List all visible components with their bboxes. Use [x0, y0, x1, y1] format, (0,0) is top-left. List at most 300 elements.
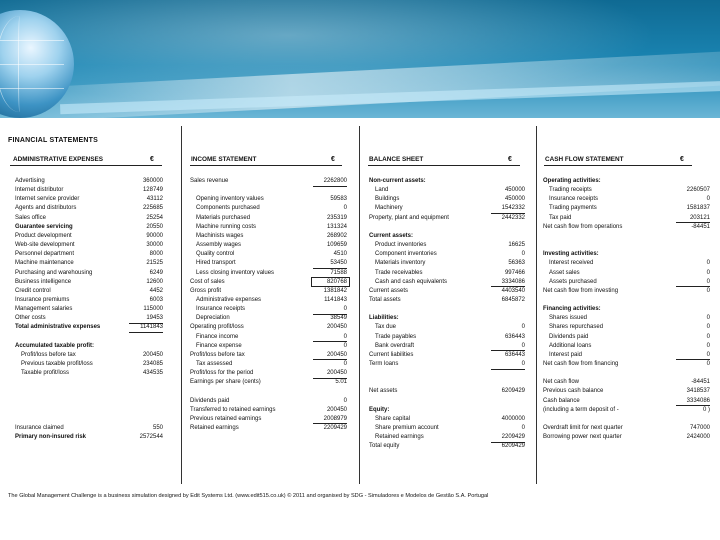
row-label: (including a term deposit of - [543, 406, 619, 413]
row-label: Accumulated taxable profit: [15, 342, 95, 349]
statement-row [369, 241, 525, 249]
row-label: Share premium account [375, 425, 439, 432]
statement-row [543, 323, 710, 331]
page-title: FINANCIAL STATEMENTS [8, 137, 98, 144]
row-label: Interest paid [549, 351, 583, 358]
row-label: Overdraft limit for next quarter [543, 425, 623, 432]
row-value: 360000 [142, 178, 163, 184]
statement-row [15, 259, 163, 267]
statement-row [369, 442, 525, 450]
row-value: 59583 [330, 196, 347, 203]
statement-row [543, 232, 710, 240]
statement-row [543, 177, 710, 185]
admin-euro: € [150, 156, 154, 163]
row-label: Previous taxable profit/loss [21, 361, 93, 367]
statement-row [15, 433, 163, 441]
row-label: Quality control [196, 251, 235, 258]
statement-row [15, 360, 163, 368]
statement-row [543, 360, 710, 368]
row-label: Machinery [375, 205, 403, 212]
statement-row [190, 415, 347, 423]
row-value: 0 [343, 306, 347, 313]
statement-row [15, 305, 163, 313]
row-label: Internet service provider [15, 196, 80, 203]
row-value: 43112 [146, 196, 163, 203]
row-label: Interest received [549, 260, 594, 267]
statement-row [15, 424, 163, 432]
row-value: 3418537 [686, 388, 710, 395]
statement-row [15, 232, 163, 240]
row-value: 16625 [508, 242, 525, 249]
statement-row [369, 433, 525, 441]
row-label: Materials inventory [375, 260, 426, 267]
row-label: Gross profit [190, 287, 222, 294]
row-value: 6209429 [501, 443, 525, 450]
statement-row [15, 342, 163, 350]
statement-row [15, 314, 163, 322]
row-value: 0 [521, 425, 525, 432]
statement-row [543, 287, 710, 295]
row-value: 434535 [142, 370, 163, 377]
row-value: 0 [706, 324, 710, 331]
row-value: 0 ) [702, 406, 710, 413]
statement-row [369, 333, 525, 341]
statement-row [369, 424, 525, 432]
row-value: 128749 [142, 187, 163, 194]
row-label: Tax paid [549, 214, 572, 221]
boxed-total [311, 277, 350, 287]
statement-row [190, 342, 347, 350]
row-value: 0 [706, 260, 710, 267]
statement-row [15, 269, 163, 277]
row-label: Guarantee servicing [15, 223, 73, 230]
statement-row [543, 223, 710, 231]
row-value: 0 [343, 361, 347, 367]
row-value: 0 [521, 251, 525, 258]
statement-row [190, 296, 347, 304]
row-value: 19453 [146, 315, 163, 322]
statement-row [15, 351, 163, 359]
statement-row [15, 296, 163, 304]
row-label: Net cash flow from operations [543, 223, 623, 230]
row-label: Transferred to retained earnings [190, 406, 276, 413]
statement-row [190, 360, 347, 368]
row-value: 21525 [146, 260, 163, 267]
row-label: Operating profit/loss [190, 324, 244, 331]
row-label: Total equity [369, 443, 400, 450]
statement-row [190, 195, 347, 203]
row-value: 0 [706, 278, 710, 285]
row-value: 200450 [326, 351, 347, 358]
statement-row [190, 214, 347, 222]
statement-row [15, 287, 163, 295]
statement-row [543, 269, 710, 277]
row-value: 109659 [326, 242, 347, 249]
balance-header: BALANCE SHEET [369, 156, 424, 163]
row-value: 636443 [504, 351, 525, 358]
statement-row [369, 223, 525, 231]
statement-row [543, 204, 710, 212]
row-value: 820768 [326, 278, 347, 285]
statement-row [369, 278, 525, 286]
statement-row [543, 415, 710, 423]
statement-row [369, 296, 525, 304]
statement-row [190, 186, 347, 194]
row-value: 6845872 [501, 296, 525, 303]
row-label: Component inventories [375, 251, 437, 258]
row-value: 225685 [142, 205, 163, 212]
statement-row [15, 397, 163, 405]
cash-header-rule [544, 165, 692, 166]
row-value: 1381842 [323, 287, 347, 294]
statement-row [369, 195, 525, 203]
row-label: Other costs [15, 315, 46, 322]
row-value: 200450 [326, 370, 347, 377]
row-value: 38549 [330, 315, 347, 322]
row-label: Shares issued [549, 315, 588, 322]
row-value: 450000 [504, 187, 525, 194]
row-value: 550 [152, 425, 163, 432]
statement-row [190, 397, 347, 405]
column-divider [359, 126, 360, 484]
row-value: 0 [706, 315, 710, 322]
row-value: 4000000 [501, 415, 525, 422]
row-value: 2209429 [323, 425, 347, 432]
row-label: Internet distributor [15, 187, 64, 194]
statement-row [190, 250, 347, 258]
row-label: Machinists wages [196, 232, 244, 239]
statement-row [369, 415, 525, 423]
statement-row [15, 369, 163, 377]
row-label: Net cash flow from investing [543, 287, 619, 294]
statement-row [190, 232, 347, 240]
statement-row [369, 287, 525, 295]
statement-row [369, 250, 525, 258]
row-value: 200450 [326, 324, 347, 331]
row-label: Profit/loss before tax [190, 351, 245, 358]
statement-row [190, 333, 347, 341]
statement-row [543, 342, 710, 350]
row-label: Sales office [15, 214, 46, 221]
statement-row [543, 241, 710, 249]
statement-row [543, 314, 710, 322]
statement-row [15, 406, 163, 414]
statement-row [543, 214, 710, 222]
row-value: 3334086 [686, 397, 710, 404]
statement-row [543, 397, 710, 405]
row-value: 450000 [504, 196, 525, 203]
statement-row [369, 369, 525, 377]
row-value: 5.01 [335, 379, 347, 386]
row-label: Term loans [369, 361, 399, 367]
row-label: Administrative expenses [196, 296, 262, 303]
row-label: Dividends paid [190, 397, 230, 404]
row-value: 56363 [508, 260, 525, 267]
statement-row [15, 223, 163, 231]
statement-row [369, 177, 525, 185]
row-label: Additional loans [549, 342, 592, 349]
row-value: 1141843 [324, 296, 347, 303]
statement-row [543, 433, 710, 441]
row-label: Net cash flow from financing [543, 361, 619, 367]
statement-row [369, 186, 525, 194]
row-value: 268902 [326, 232, 347, 239]
row-label: Insurance premiums [15, 296, 70, 303]
row-value: 2260507 [686, 187, 710, 194]
row-label: Current assets [369, 287, 409, 294]
row-label: Shares repurchased [549, 324, 604, 331]
statement-row [190, 223, 347, 231]
statement-row [190, 369, 347, 377]
cash-header: CASH FLOW STATEMENT [545, 156, 624, 163]
row-value: 0 [706, 351, 710, 358]
row-value: 2572544 [139, 434, 163, 441]
statement-row [369, 406, 525, 414]
row-label: Finance expense [196, 342, 242, 349]
statement-row [190, 424, 347, 432]
statement-row [190, 323, 347, 331]
row-label: Dividends paid [549, 333, 589, 340]
row-value: 2262800 [323, 178, 347, 184]
statement-row [543, 351, 710, 359]
row-value: 20550 [146, 223, 163, 230]
row-label: Components purchased [196, 205, 260, 212]
row-label: Total administrative expenses [15, 324, 101, 331]
row-value: 6249 [149, 269, 163, 276]
row-label: Taxable profit/loss [21, 370, 70, 377]
row-value: 2442332 [501, 214, 525, 221]
row-value: 235319 [326, 214, 347, 221]
row-value: 0 [521, 324, 525, 331]
row-label: Depreciation [196, 315, 230, 322]
statement-row [190, 406, 347, 414]
row-value: -84451 [691, 223, 710, 230]
statement-row [190, 305, 347, 313]
row-label: Product development [15, 232, 72, 239]
row-label: Business intelligence [15, 278, 72, 285]
row-label: Share capital [375, 415, 411, 422]
row-label: Previous cash balance [543, 388, 604, 395]
statement-row [543, 250, 710, 258]
row-label: Previous retained earnings [190, 415, 262, 422]
row-label: Current liabilities [369, 351, 414, 358]
statement-row [190, 177, 347, 185]
statement-row [15, 323, 163, 331]
row-value: 0 [706, 333, 710, 340]
row-label: Assets purchased [549, 278, 597, 285]
statement-row [15, 278, 163, 286]
row-label: Sales revenue [190, 178, 229, 184]
row-value: 4510 [333, 251, 347, 258]
row-label: Agents and distributors [15, 205, 77, 212]
balance-euro: € [508, 156, 512, 163]
statement-row [15, 177, 163, 185]
row-label: Cash balance [543, 397, 580, 404]
row-value: 997466 [504, 269, 525, 276]
row-label: Insurance receipts [196, 306, 246, 313]
row-label: Property, plant and equipment [369, 214, 449, 221]
row-value: 0 [343, 333, 347, 340]
row-label: Materials purchased [196, 214, 251, 221]
statement-row [190, 269, 347, 277]
row-label: Primary non-insured risk [15, 434, 87, 441]
row-label: Finance income [196, 333, 239, 340]
row-label: Profit/loss before tax [21, 351, 76, 358]
row-label: Buildings [375, 196, 400, 203]
row-value: 234085 [142, 361, 163, 367]
row-value: 30000 [146, 242, 163, 249]
income-euro: € [331, 156, 335, 163]
column-divider [536, 126, 537, 484]
statement-row [190, 314, 347, 322]
statement-row [15, 250, 163, 258]
statement-row [543, 305, 710, 313]
statement-row [15, 333, 163, 341]
row-label: Cost of sales [190, 278, 225, 285]
row-label: Net cash flow [543, 379, 580, 386]
row-label: Retained earnings [190, 425, 239, 432]
statement-row [369, 232, 525, 240]
row-value: 636443 [504, 333, 525, 340]
statement-row [543, 406, 710, 414]
row-value: 200450 [326, 406, 347, 413]
row-value: 6209429 [501, 388, 525, 395]
statement-row [369, 351, 525, 359]
row-label: Operating activities: [543, 178, 601, 184]
row-label: Less closing inventory values [196, 269, 275, 276]
row-value: 0 [706, 361, 710, 367]
statement-row [543, 333, 710, 341]
row-value: 0 [343, 397, 347, 404]
row-label: Insurance claimed [15, 425, 64, 432]
cash-euro: € [680, 156, 684, 163]
statement-row [369, 259, 525, 267]
row-label: Trade payables [375, 333, 417, 340]
row-value: 0 [706, 287, 710, 294]
row-label: Tax due [375, 324, 397, 331]
statement-row [15, 387, 163, 395]
row-value: 2209429 [501, 434, 525, 441]
row-value: 200450 [142, 351, 163, 358]
statement-row [369, 269, 525, 277]
statement-row [369, 214, 525, 222]
balance-header-rule [368, 165, 520, 166]
statement-row [369, 323, 525, 331]
row-value: 2008979 [323, 415, 347, 422]
row-label: Borrowing power next quarter [543, 434, 622, 441]
row-value: 0 [521, 361, 525, 367]
row-value: 3334086 [501, 278, 525, 285]
statement-row [369, 360, 525, 368]
row-label: Personnel department [15, 251, 75, 258]
row-value: 2424000 [686, 434, 710, 441]
row-value: 8000 [149, 251, 163, 258]
statement-row [15, 204, 163, 212]
statement-row [543, 278, 710, 286]
row-label: Current assets: [369, 232, 414, 239]
row-label: Machine maintenance [15, 260, 74, 267]
row-label: Net assets [369, 388, 398, 395]
row-label: Profit/loss for the period [190, 370, 254, 377]
row-label: Trading receipts [549, 187, 592, 194]
row-value: 0 [521, 342, 525, 349]
row-value: 131324 [326, 223, 347, 230]
statement-row [543, 387, 710, 395]
row-value: 4403540 [501, 287, 525, 294]
admin-header-rule [10, 165, 162, 166]
row-label: Financing activities: [543, 306, 601, 313]
statement-row [543, 186, 710, 194]
statement-row [15, 415, 163, 423]
row-label: Bank overdraft [375, 342, 415, 349]
row-label: Land [375, 187, 389, 194]
statement-row [190, 241, 347, 249]
statement-row [543, 369, 710, 377]
income-header-rule [190, 165, 342, 166]
row-label: Product inventories [375, 242, 427, 249]
row-label: Asset sales [549, 269, 580, 276]
admin-header: ADMINISTRATIVE EXPENSES [13, 156, 104, 163]
income-header: INCOME STATEMENT [191, 156, 257, 163]
row-value: 203121 [689, 214, 710, 221]
statement-row [369, 204, 525, 212]
row-label: Management salaries [15, 306, 73, 313]
statement-row [190, 287, 347, 295]
row-label: Purchasing and warehousing [15, 269, 93, 276]
row-label: Non-current assets: [369, 178, 426, 184]
row-label: Equity: [369, 406, 390, 413]
row-label: Tax assessed [196, 361, 233, 367]
row-label: Investing activities: [543, 251, 599, 258]
statement-row [190, 204, 347, 212]
row-label: Web-site development [15, 242, 75, 249]
statement-row [15, 186, 163, 194]
row-label: Total assets [369, 296, 401, 303]
statement-row [543, 259, 710, 267]
row-value: 53450 [330, 260, 347, 267]
row-value: 25254 [146, 214, 163, 221]
row-value: -84451 [691, 379, 710, 386]
statement-row [15, 214, 163, 222]
row-value: 71588 [330, 269, 347, 276]
row-value: 0 [706, 269, 710, 276]
statement-row [15, 378, 163, 386]
row-label: Machine running costs [196, 223, 257, 230]
statement-row [543, 378, 710, 386]
statement-row [369, 342, 525, 350]
row-label: Insurance receipts [549, 196, 599, 203]
statement-row [369, 314, 525, 322]
row-label: Credit control [15, 287, 51, 294]
row-label: Trade receivables [375, 269, 423, 276]
row-label: Liabilities: [369, 315, 399, 322]
row-label: Earnings per share (cents) [190, 379, 261, 386]
row-value: 115000 [143, 306, 163, 313]
row-value: 747000 [689, 425, 710, 432]
row-value: 6003 [149, 296, 163, 303]
total-rule [129, 332, 163, 333]
row-label: Advertising [15, 178, 45, 184]
row-label: Retained earnings [375, 434, 424, 441]
row-value: 0 [343, 205, 347, 212]
row-value: 90000 [146, 232, 163, 239]
statement-row [15, 195, 163, 203]
statement-row [369, 397, 525, 405]
statement-row [369, 378, 525, 386]
column-divider [181, 126, 182, 484]
row-value: 1581837 [686, 205, 710, 212]
header-banner [0, 0, 720, 118]
